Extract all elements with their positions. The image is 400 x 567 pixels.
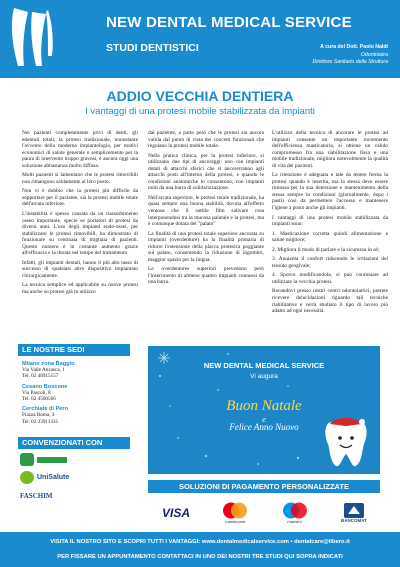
partner-1-logo-bar xyxy=(37,457,67,463)
christmas-greeting-card xyxy=(148,346,380,474)
visa-label: VISA xyxy=(161,506,190,520)
partner-logo-faschim xyxy=(20,488,130,503)
unisalute-label: UniSalute xyxy=(37,474,70,481)
mastercard-label: mastercard xyxy=(225,519,246,524)
paragraph: Le overdentures superiori prevedono però l'inserimento di almeno quattro impianti connessi da una barra. xyxy=(148,266,264,286)
unisalute-logo-icon xyxy=(20,471,34,484)
paragraph: Nella pratica clinica, per la protesi inferiore, si utilizzano due tipi di ancoraggi: uno con impianti dotati di attacchi sferici che si ancorerranno agli attacchi posti all'interno della protesi, e quando le condizioni anatomiche lo consentono, con impianti uniti da una barra di solidarizzazione. xyxy=(148,152,264,192)
paragraph: I vantaggi di una protesi mobile stabilizzata da impianti sono: xyxy=(272,214,388,228)
paragraph: L'utilizzo della tecnica di ancorare le protesi ad impianti consente un importante incremento dell'efficienza masticatoria, si ottiene un valido compromesso fra una riabilitazione fissa e una mobile tradizionale, migliora notevolmente la qualità di vita dei pazienti. xyxy=(272,130,388,169)
payments-heading: SOLUZIONI DI PAGAMENTO PERSONALIZZATE xyxy=(148,480,380,493)
sede-name: Milano zona Baggio xyxy=(22,361,75,367)
header-credit xyxy=(312,44,388,67)
sede-phone: Tel. 02 48915157 xyxy=(22,373,59,380)
convenzioni-heading: CONVENZIONATI CON xyxy=(18,437,130,449)
partner-logo-unisalute xyxy=(20,470,130,485)
sede-item xyxy=(22,361,132,380)
list-item: 1. Masticazione corretta quindi alimentazione e salute migliore; xyxy=(272,230,388,244)
paragraph: dal paziente, a patto però che le protesi sia ancora valida dal punto di vista dei concetti funzionali che regolano la protesi mobile totale. xyxy=(148,130,264,150)
bancomat-label: BANCOMAT xyxy=(341,518,367,523)
sede-item xyxy=(22,406,132,425)
bancomat-logo xyxy=(328,499,380,527)
paragraph: La ritenzione è adeguata e tale da tenere ferma la protesi quando è inserita, ma la stessa deve essere rimossa per la sua detersione e mantenimento della stessa sempre in condizioni (giornalmente, dopo i pasti) così da permettere l'accesso e mantenere l'igiene a posto anche gli impianti. xyxy=(272,172,388,212)
list-item: 3. Annienta il confort riducendo le irritazioni del tessuto gengivale; xyxy=(272,256,388,269)
footer-banner xyxy=(0,532,400,567)
sede-address: Via Valle Anzasca, 1 xyxy=(22,367,65,374)
payment-logos xyxy=(150,498,380,528)
header-subtitle: STUDI DENTISTICI xyxy=(106,42,199,54)
article-title: ADDIO VECCHIA DENTIERA xyxy=(106,88,294,104)
sede-name: Cerchiate di Pero xyxy=(22,406,69,413)
list-item: 2. Migliora il modo di parlare e la sicurezza in sé; xyxy=(272,246,380,253)
article-column-2 xyxy=(148,130,264,289)
mastercard-logo xyxy=(209,499,261,527)
article-subtitle: I vantaggi di una protesi mobile stabilizzata da impianti xyxy=(85,106,315,117)
greeting-felice-anno: Felice Anno Nuovo xyxy=(229,422,299,432)
paragraph: Molti pazienti si lamentano che le protesi rimovibili non rimangono saldamente al loro posto. xyxy=(22,172,138,185)
maestro-logo xyxy=(269,499,321,527)
paragraph: Nell'arcata superiore, le protesi totale tradizionale, ha quasi sempre una buona stabilità, dovuta all'effetto ventosa che il sottile film salivare crea interponendosi tra la mucosa palatale e la protesi, ma è comunque dotata del "palato" xyxy=(148,194,264,228)
greeting-conjunction: e xyxy=(262,415,266,424)
paragraph: La finalità di una protesi totale superiore ancorata su impianti (overdenture) ha la finalità primaria di ridurre l'estensione della placca protesica poggiante sul palato, consentendo la riduzione di ingombri, maggior spazio per la lingua. xyxy=(148,230,264,263)
greeting-augura: Vi augura xyxy=(250,373,278,380)
paragraph: L'instabilità è spesso causata da un riassorbimento osseo importante, specie se portatori di protesi da diversi anni. L'uso degli impianti endo-ossei, per stabilizzare le protesi rimovibili, ha dimostrato di funzionare su centinaia di migliaia di pazienti. Questo numero è in costante aumento grazie all'efficacia e la durata nel tempo del trattamento. xyxy=(22,211,138,257)
sede-address: Piazza Roma, 4 xyxy=(22,412,55,419)
greeting-company: NEW DENTAL MEDICAL SERVICE xyxy=(203,361,325,370)
sede-name: Cesano Boscone xyxy=(22,383,68,390)
sede-phone: Tel. 02 33911331 xyxy=(22,418,59,425)
maestro-label: maestro xyxy=(287,519,302,524)
credit-director: Direttore Sanitario della Struttura xyxy=(312,59,388,65)
article-column-1 xyxy=(22,130,138,299)
credit-name: A cura del Dott. Paolo Naldi xyxy=(320,44,388,50)
sede-phone: Tel. 02 4500566 xyxy=(22,396,56,403)
paragraph: Non vi è dubbio che la protesi più difficile da sopportare per il paziente, sia la protesi mobile totale dell'arcata inferiore. xyxy=(22,188,138,208)
credit-role: Odontoiatra xyxy=(360,51,388,58)
maestro-icon xyxy=(281,502,309,519)
convenzioni-logos xyxy=(20,452,130,506)
mastercard-icon xyxy=(221,502,249,519)
header-banner xyxy=(0,0,400,78)
visa-logo xyxy=(150,499,202,527)
sedi-heading: LE NOSTRE SEDI xyxy=(18,344,130,356)
paragraph: Infatti, gli impianti dentali, hanno il più alto tasso di successo di qualsiasi altro dispositivo impiantato chirurgicamente. xyxy=(22,259,138,279)
partner-1-logo-icon xyxy=(20,453,34,466)
sede-address: Via Pascoli, 8 xyxy=(22,389,51,396)
sedi-list xyxy=(22,361,132,429)
tooth-logo-icon xyxy=(8,4,56,74)
footer-website-line: VISITA IL NOSTRO SITO E SCOPRI TUTTI I VANTAGGI: www.dentalmedicalservice.com • dentalcare@libero.it xyxy=(50,539,350,545)
paragraph: Nei pazienti completamente privi di denti, gli edentuli totali, la protesi tradizionale, nonostante l'avvento della moderna implantologia, per motivi economici di salute generale o semplicemente per la paura di intervento troppo gravosi, è ancora oggi una soluzione abbastanza molto diffusa. xyxy=(22,130,138,169)
faschim-label: FASCHIM xyxy=(20,491,53,500)
sede-item xyxy=(22,384,132,403)
header-title: NEW DENTAL MEDICAL SERVICE xyxy=(106,14,352,31)
greeting-buon-natale: Buon Natale xyxy=(226,398,302,414)
bancomat-icon xyxy=(344,503,364,518)
partner-logo xyxy=(20,452,130,467)
paragraph: Recandovi presso nostri centri odontoiatrici, potrete ricevere delucidazioni riguardo tali tecniche riabilitative e verrà studiato il tipo di lavoro più adatto ad ogni necessità. xyxy=(272,288,388,315)
footer-appointment-line: PER FISSARE UN APPUNTAMENTO CONTATTACI IN UNO DEI NOSTRI TRE STUDI QUI SOPRA INDICATI xyxy=(57,554,343,560)
article-column-3 xyxy=(272,130,388,318)
paragraph: La tecnica semplice ed applicabile su nuove protesi ma anche su protesi già in utilizzo xyxy=(22,282,138,296)
list-item: 4. Sporco modificandola, si può continuare ad utilizzare la vecchia protesi. xyxy=(272,272,388,285)
